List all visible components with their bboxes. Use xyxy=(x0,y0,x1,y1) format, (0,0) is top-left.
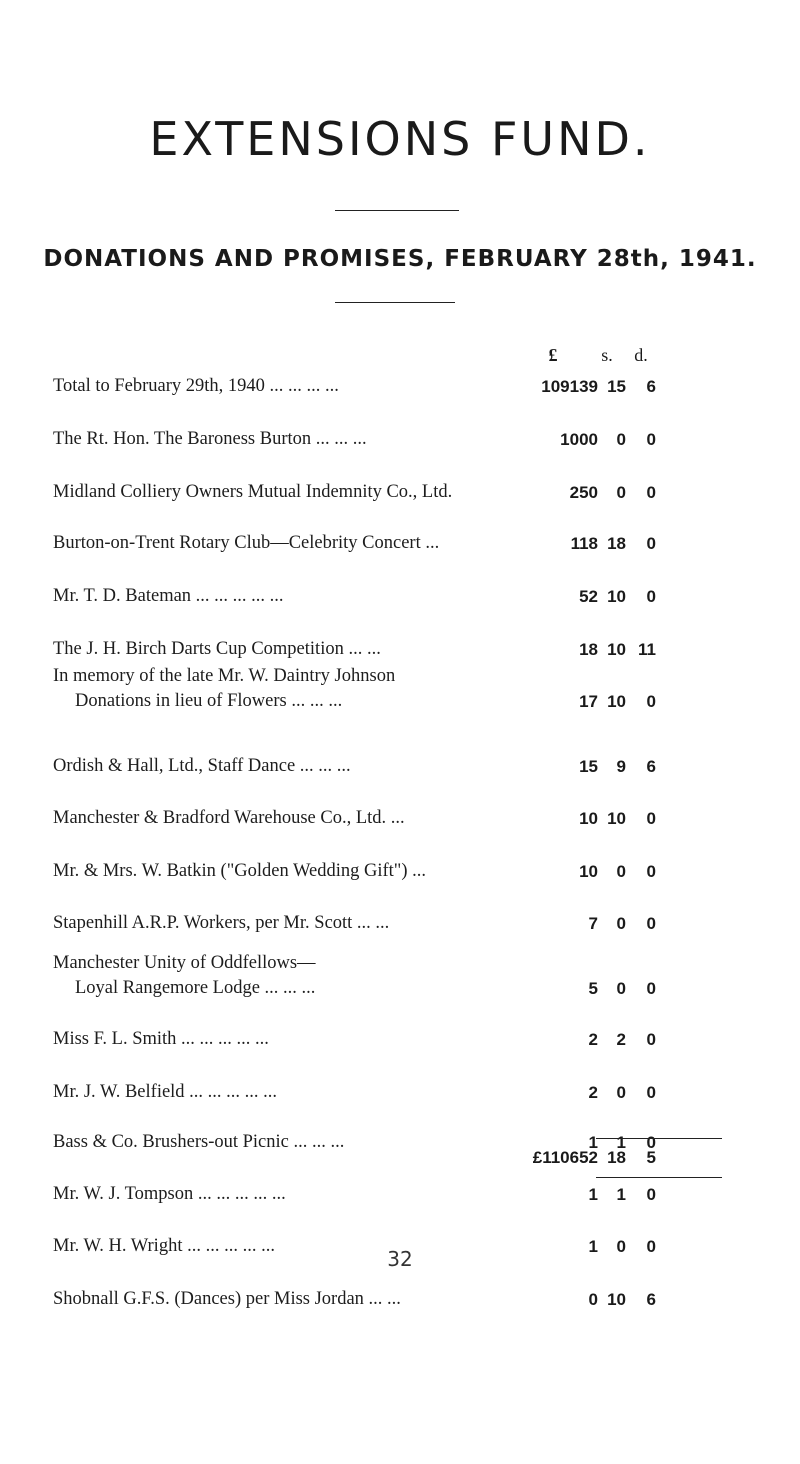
amount-pence: 0 xyxy=(646,862,656,881)
donor-description xyxy=(53,531,523,556)
amount-shillings: 0 xyxy=(616,1237,626,1256)
donor-description xyxy=(53,1182,523,1207)
donor-description xyxy=(53,427,523,452)
amount-shillings: 15 xyxy=(607,377,626,396)
amount-pence: 0 xyxy=(646,1133,656,1152)
amount-pounds: 118 xyxy=(570,534,598,553)
total-rule-top xyxy=(596,1138,722,1139)
donor-line: The J. H. Birch Darts Cup Competition ... ... xyxy=(53,639,381,659)
title-rule xyxy=(335,210,459,211)
donation-row xyxy=(0,584,800,644)
amount-pence: 0 xyxy=(646,1083,656,1102)
subtitle-rule xyxy=(335,302,455,303)
amount-shillings: 10 xyxy=(607,809,626,828)
amount-shillings: 0 xyxy=(616,483,626,502)
amount-shillings: 10 xyxy=(607,587,626,606)
amount-shillings: 0 xyxy=(616,1083,626,1102)
amount-pounds: 7 xyxy=(588,914,598,933)
amount-pounds: 0 xyxy=(588,1290,598,1309)
donor-line: Midland Colliery Owners Mutual Indemnity Co., Ltd. xyxy=(53,482,453,502)
donation-row xyxy=(0,859,800,919)
donor-description xyxy=(53,1027,523,1052)
donation-row xyxy=(0,531,800,591)
total-rule-bottom xyxy=(596,1177,722,1178)
amount-shillings: 9 xyxy=(616,757,626,776)
shillings-column-header: s. xyxy=(601,345,613,365)
amount-pence: 0 xyxy=(646,430,656,449)
amount-pounds: 250 xyxy=(569,483,598,502)
amount-shillings: 10 xyxy=(607,692,626,711)
fund-title: EXTENSIONS FUND. xyxy=(149,112,651,166)
donation-row xyxy=(0,1287,800,1347)
donation-row xyxy=(0,374,800,434)
amount-pounds: 52 xyxy=(579,587,598,606)
amount-pence: 0 xyxy=(646,809,656,828)
page-number: 32 xyxy=(387,1247,413,1271)
donor-description xyxy=(53,664,523,714)
amount-pence: 0 xyxy=(646,914,656,933)
amount-shillings: 18 xyxy=(607,534,626,553)
donor-description xyxy=(53,480,523,505)
amount-pence: 0 xyxy=(646,483,656,502)
total-shillings: 18 xyxy=(607,1148,626,1167)
donation-row xyxy=(0,806,800,866)
donor-line: In memory of the late Mr. W. Daintry Johnson xyxy=(53,666,396,686)
amount-pounds: 1000 xyxy=(560,430,598,449)
amount-pence: 6 xyxy=(646,1290,656,1309)
donor-description xyxy=(53,911,523,936)
amount-pounds: 17 xyxy=(579,692,598,711)
amount-shillings: 10 xyxy=(607,640,626,659)
amount-pence: 0 xyxy=(646,587,656,606)
amount-shillings: 1 xyxy=(616,1133,626,1152)
donor-description xyxy=(53,1287,523,1312)
donor-description xyxy=(53,1130,523,1155)
donor-line: Miss F. L. Smith ... ... ... ... ... xyxy=(53,1029,269,1049)
amount-pence: 6 xyxy=(646,757,656,776)
donor-line: Burton-on-Trent Rotary Club—Celebrity Concert ... xyxy=(53,533,440,553)
amount-pence: 0 xyxy=(646,1030,656,1049)
amount-pounds: 10 xyxy=(579,862,598,881)
donor-line-continued: Donations in lieu of Flowers ... ... ... xyxy=(75,691,343,711)
amount-pounds: 10 xyxy=(579,809,598,828)
donor-line: Manchester & Bradford Warehouse Co., Ltd. ... xyxy=(53,808,405,828)
donor-description xyxy=(53,754,523,779)
donor-line: Mr. J. W. Belfield ... ... ... ... ... xyxy=(53,1082,278,1102)
donation-row xyxy=(0,427,800,487)
total-pence: 5 xyxy=(646,1148,656,1167)
amount-shillings: 2 xyxy=(616,1030,626,1049)
total-pounds: £110652 xyxy=(532,1148,598,1167)
donor-line: Manchester Unity of Oddfellows— xyxy=(53,953,316,973)
amount-pounds: 2 xyxy=(588,1083,598,1102)
amount-pence: 0 xyxy=(646,534,656,553)
amount-pounds: 5 xyxy=(588,979,598,998)
pence-column-header: d. xyxy=(634,345,648,365)
donation-row xyxy=(0,1182,800,1242)
amount-shillings: 1 xyxy=(616,1185,626,1204)
donor-line: Shobnall G.F.S. (Dances) per Miss Jordan ... ... xyxy=(53,1289,401,1309)
donor-description xyxy=(53,374,523,399)
amount-pounds: 2 xyxy=(588,1030,598,1049)
amount-pounds: 1 xyxy=(588,1185,598,1204)
amount-pounds: 109139 xyxy=(541,377,598,396)
donor-description xyxy=(53,584,523,609)
amount-shillings: 0 xyxy=(616,979,626,998)
donor-description xyxy=(53,951,523,1001)
amount-pence: 6 xyxy=(646,377,656,396)
amount-pence: 11 xyxy=(638,640,656,659)
donor-description xyxy=(53,859,523,884)
donor-line: The Rt. Hon. The Baroness Burton ... ... ... xyxy=(53,429,367,449)
amount-pounds: 18 xyxy=(579,640,598,659)
amount-pounds: 1 xyxy=(588,1133,598,1152)
donor-description xyxy=(53,806,523,831)
donor-line: Mr. W. J. Tompson ... ... ... ... ... xyxy=(53,1184,286,1204)
donor-line: Ordish & Hall, Ltd., Staff Dance ... ... ... xyxy=(53,756,351,776)
donor-description xyxy=(53,1080,523,1105)
donor-description xyxy=(53,637,523,662)
amount-shillings: 0 xyxy=(616,430,626,449)
donation-row xyxy=(0,754,800,814)
donor-line-continued: Loyal Rangemore Lodge ... ... ... xyxy=(75,978,316,998)
amount-pounds: 1 xyxy=(588,1237,598,1256)
amount-shillings: 0 xyxy=(616,862,626,881)
donor-line: Mr. & Mrs. W. Batkin ("Golden Wedding Gift") ... xyxy=(53,861,426,881)
donor-line: Stapenhill A.R.P. Workers, per Mr. Scott ... ... xyxy=(53,913,390,933)
amount-shillings: 10 xyxy=(607,1290,626,1309)
donation-row xyxy=(0,666,800,749)
pounds-column-header: £ xyxy=(548,345,558,365)
amount-pounds: 15 xyxy=(579,757,598,776)
donor-line: Mr. T. D. Bateman ... ... ... ... ... xyxy=(53,586,284,606)
amount-shillings: 0 xyxy=(616,914,626,933)
donor-line: Mr. W. H. Wright ... ... ... ... ... xyxy=(53,1236,275,1256)
amount-pence: 0 xyxy=(646,1185,656,1204)
amount-pence: 0 xyxy=(646,692,656,711)
amount-pence: 0 xyxy=(646,1237,656,1256)
donation-row xyxy=(0,1027,800,1087)
donation-row xyxy=(0,1130,800,1190)
document-subtitle: DONATIONS AND PROMISES, FEBRUARY 28th, 1941. xyxy=(43,246,757,272)
donor-line: Bass & Co. Brushers-out Picnic ... ... ... xyxy=(53,1132,345,1152)
amount-pence: 0 xyxy=(646,979,656,998)
donor-line: Total to February 29th, 1940 ... ... ... ... xyxy=(53,376,339,396)
